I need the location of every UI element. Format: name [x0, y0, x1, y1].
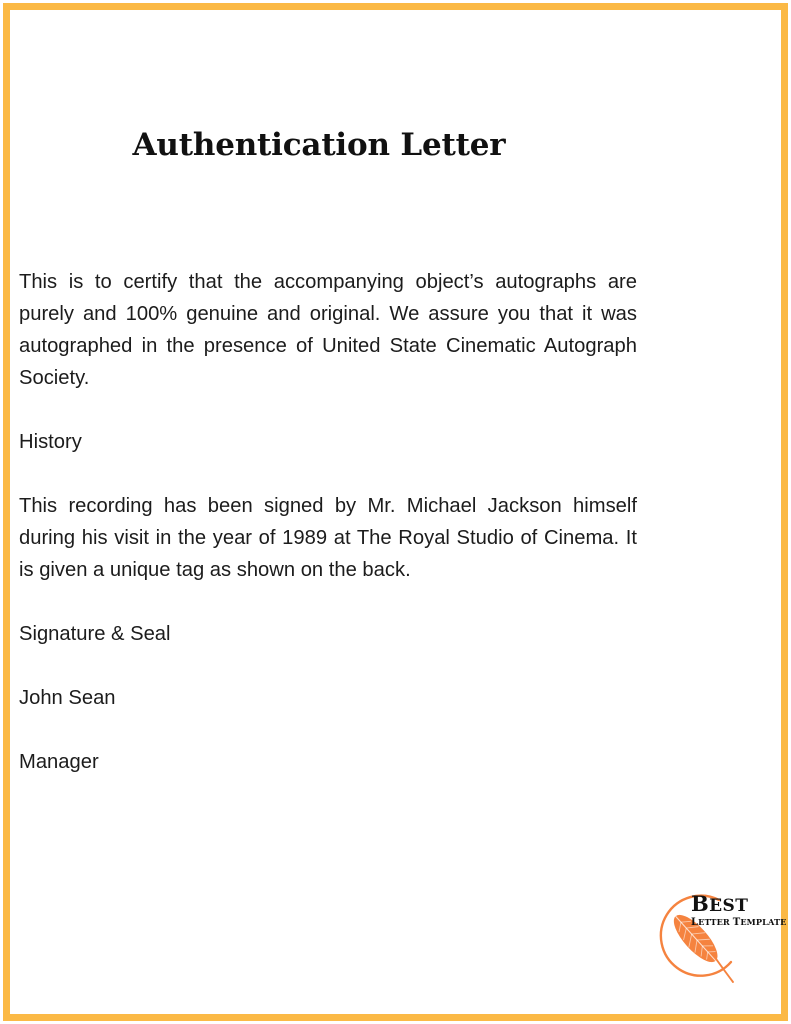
- page-border-frame: [3, 3, 788, 1021]
- certification-paragraph: This is to certify that the accompanying object’s autographs are purely and 100% genuine and original. We assure you that it was autographed in the presence of United State Cinematic Autograph Society.: [19, 271, 637, 389]
- letter-body: [19, 266, 637, 810]
- history-heading: History: [19, 431, 82, 453]
- logo-brand-initial: B: [691, 891, 710, 916]
- signer-role: Manager: [19, 751, 99, 773]
- page-title: Authentication Letter: [132, 127, 506, 163]
- history-paragraph: This recording has been signed by Mr. Michael Jackson himself during his visit in the year of 1989 at The Royal Studio of Cinema. It is given a unique tag as shown on the back.: [19, 495, 637, 581]
- logo-tagline-initial-2: T: [732, 917, 741, 928]
- feather-quill-in-circle-icon: [645, 884, 763, 992]
- logo-tagline-word-2: EMPLATE: [740, 917, 787, 927]
- brand-logo: [645, 884, 787, 992]
- signer-name: John Sean: [19, 687, 116, 709]
- logo-tagline-word-1: ETTER: [698, 917, 733, 927]
- logo-brand-rest: EST: [709, 896, 749, 916]
- signature-seal-label: Signature & Seal: [19, 623, 171, 645]
- logo-tagline-initial-1: L: [691, 917, 699, 928]
